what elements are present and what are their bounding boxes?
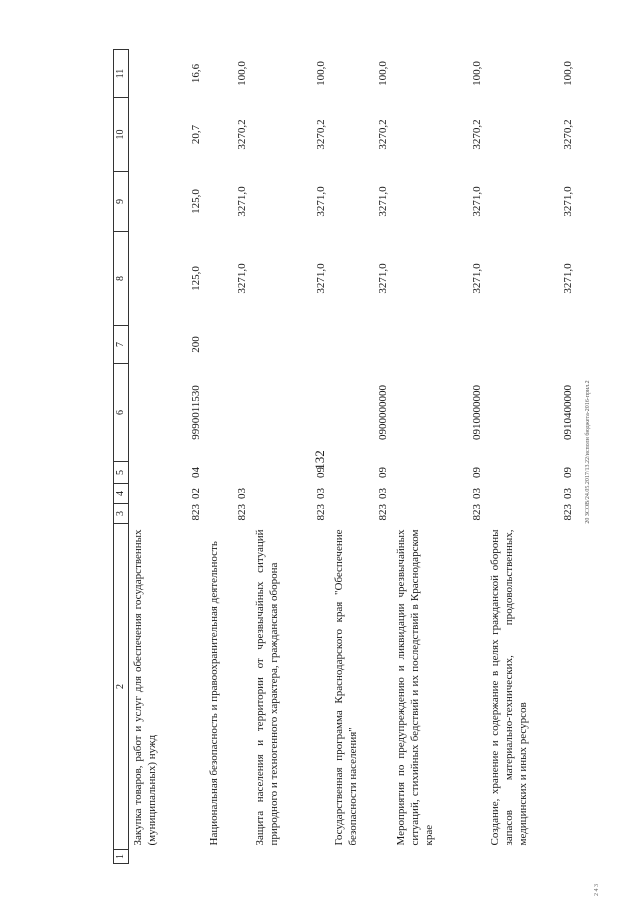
budget-table bbox=[113, 49, 577, 864]
row-marker bbox=[392, 850, 487, 864]
corner-mark: 2 4 3 bbox=[594, 884, 600, 896]
table-row bbox=[251, 50, 329, 864]
row-code-5: 09 bbox=[562, 467, 574, 478]
row-marker bbox=[129, 850, 205, 864]
row-code-5: 09 bbox=[376, 467, 389, 478]
row-value-8: 3271,0 bbox=[376, 263, 389, 294]
row-code-3: 823 bbox=[236, 504, 249, 521]
row-code-3: 823 bbox=[562, 504, 574, 521]
column-number-row bbox=[114, 50, 129, 864]
column-header-5: 5 bbox=[114, 462, 129, 484]
row-value-11: 100,0 bbox=[236, 61, 249, 86]
column-header-2: 2 bbox=[114, 524, 129, 850]
row-code-3: 823 bbox=[376, 504, 389, 521]
page-number: 132 bbox=[312, 450, 327, 470]
row-value-9: 3271,0 bbox=[314, 186, 327, 217]
row-code-5 bbox=[205, 462, 251, 484]
row-value-8: 3271,0 bbox=[471, 263, 484, 294]
row-name: Защита населения и территории от чрезвычайных ситуаций природного и техногенного характера, гражданская оборона bbox=[254, 529, 281, 846]
row-value-9: 3271,0 bbox=[376, 186, 389, 217]
table-row bbox=[205, 50, 251, 864]
row-code-7 bbox=[392, 326, 487, 364]
row-name: Мероприятия по предупреждению и ликвидации чрезвычайных ситуаций, стихийных бедствий и их последствий в Краснодарском крае bbox=[394, 529, 435, 846]
row-marker bbox=[330, 850, 392, 864]
row-value-11: 100,0 bbox=[471, 61, 484, 86]
column-header-7: 7 bbox=[114, 326, 129, 364]
row-code-7 bbox=[205, 326, 251, 364]
row-code-5: 09 bbox=[471, 467, 484, 478]
row-value-9: 3271,0 bbox=[562, 186, 574, 217]
row-name: Национальная безопасность и правоохранительная деятельность bbox=[207, 541, 220, 846]
row-code-3: 823 bbox=[314, 504, 327, 521]
row-code-4: 03 bbox=[314, 488, 327, 499]
table-row bbox=[330, 50, 392, 864]
row-value-8: 125,0 bbox=[189, 266, 202, 291]
column-header-3: 3 bbox=[114, 504, 129, 524]
row-value-11: 16,6 bbox=[189, 63, 202, 84]
row-code-7 bbox=[330, 326, 392, 364]
row-value-11: 100,0 bbox=[376, 61, 389, 86]
row-code-5: 04 bbox=[189, 467, 202, 478]
footer-file-note: 20 ЗСОВ/24.05.2017/13.22/исполн бюджета-2016-прил.2 bbox=[585, 380, 591, 524]
row-value-8: 3271,0 bbox=[314, 263, 327, 294]
row-code-6: 0910000000 bbox=[471, 385, 484, 440]
column-header-11: 11 bbox=[114, 50, 129, 98]
column-header-6: 6 bbox=[114, 364, 129, 462]
row-marker bbox=[486, 850, 577, 864]
row-marker bbox=[251, 850, 329, 864]
row-code-7 bbox=[486, 326, 577, 364]
row-code-6: 0900000000 bbox=[376, 385, 389, 440]
row-code-6: 9990011530 bbox=[189, 385, 202, 440]
row-value-9: 3271,0 bbox=[236, 186, 249, 217]
column-header-4: 4 bbox=[114, 484, 129, 504]
table-row bbox=[392, 50, 487, 864]
row-code-4: 03 bbox=[471, 488, 484, 499]
row-code-4: 02 bbox=[189, 488, 202, 499]
row-value-9: 125,0 bbox=[189, 189, 202, 214]
row-name: Создание, хранение и содержание в целях гражданской обороны запасов материально-технических, продовольственных, медицинских и иных ресурсов bbox=[489, 529, 530, 846]
table-row bbox=[486, 50, 577, 864]
row-value-10: 3270,2 bbox=[314, 119, 327, 150]
row-name: Государственная программа Краснодарского края "Обеспечение безопасности населения" bbox=[332, 529, 359, 846]
row-value-9: 3271,0 bbox=[471, 186, 484, 217]
row-code-4: 03 bbox=[562, 488, 574, 499]
row-value-10: 3270,2 bbox=[376, 119, 389, 150]
row-name: Закупка товаров, работ и услуг для обеспечения государственных (муниципальных) нужд bbox=[132, 529, 158, 846]
row-value-10: 3270,2 bbox=[236, 119, 249, 150]
row-value-10: 3270,2 bbox=[471, 119, 484, 150]
budget-table-frame bbox=[113, 50, 577, 864]
column-header-1: 1 bbox=[114, 850, 129, 864]
row-code-6: 0910400000 bbox=[562, 385, 574, 440]
row-value-8: 3271,0 bbox=[562, 263, 574, 294]
row-code-4: 03 bbox=[376, 488, 389, 499]
row-code-6 bbox=[251, 364, 329, 462]
row-code-5: 09 bbox=[314, 467, 327, 478]
row-value-11: 100,0 bbox=[562, 61, 574, 86]
row-code-3: 823 bbox=[471, 504, 484, 521]
column-header-10: 10 bbox=[114, 98, 129, 172]
row-code-3: 823 bbox=[189, 504, 202, 521]
column-header-8: 8 bbox=[114, 232, 129, 326]
row-value-10: 3270,2 bbox=[562, 119, 574, 150]
row-value-8: 3271,0 bbox=[236, 263, 249, 294]
row-code-7 bbox=[251, 326, 329, 364]
table-row bbox=[129, 50, 205, 864]
row-marker bbox=[205, 850, 251, 864]
row-code-7: 200 bbox=[189, 336, 202, 353]
row-code-4: 03 bbox=[236, 488, 249, 499]
row-value-10: 20,7 bbox=[189, 124, 202, 145]
row-value-11: 100,0 bbox=[314, 61, 327, 86]
column-header-9: 9 bbox=[114, 172, 129, 232]
row-code-6 bbox=[205, 364, 251, 462]
